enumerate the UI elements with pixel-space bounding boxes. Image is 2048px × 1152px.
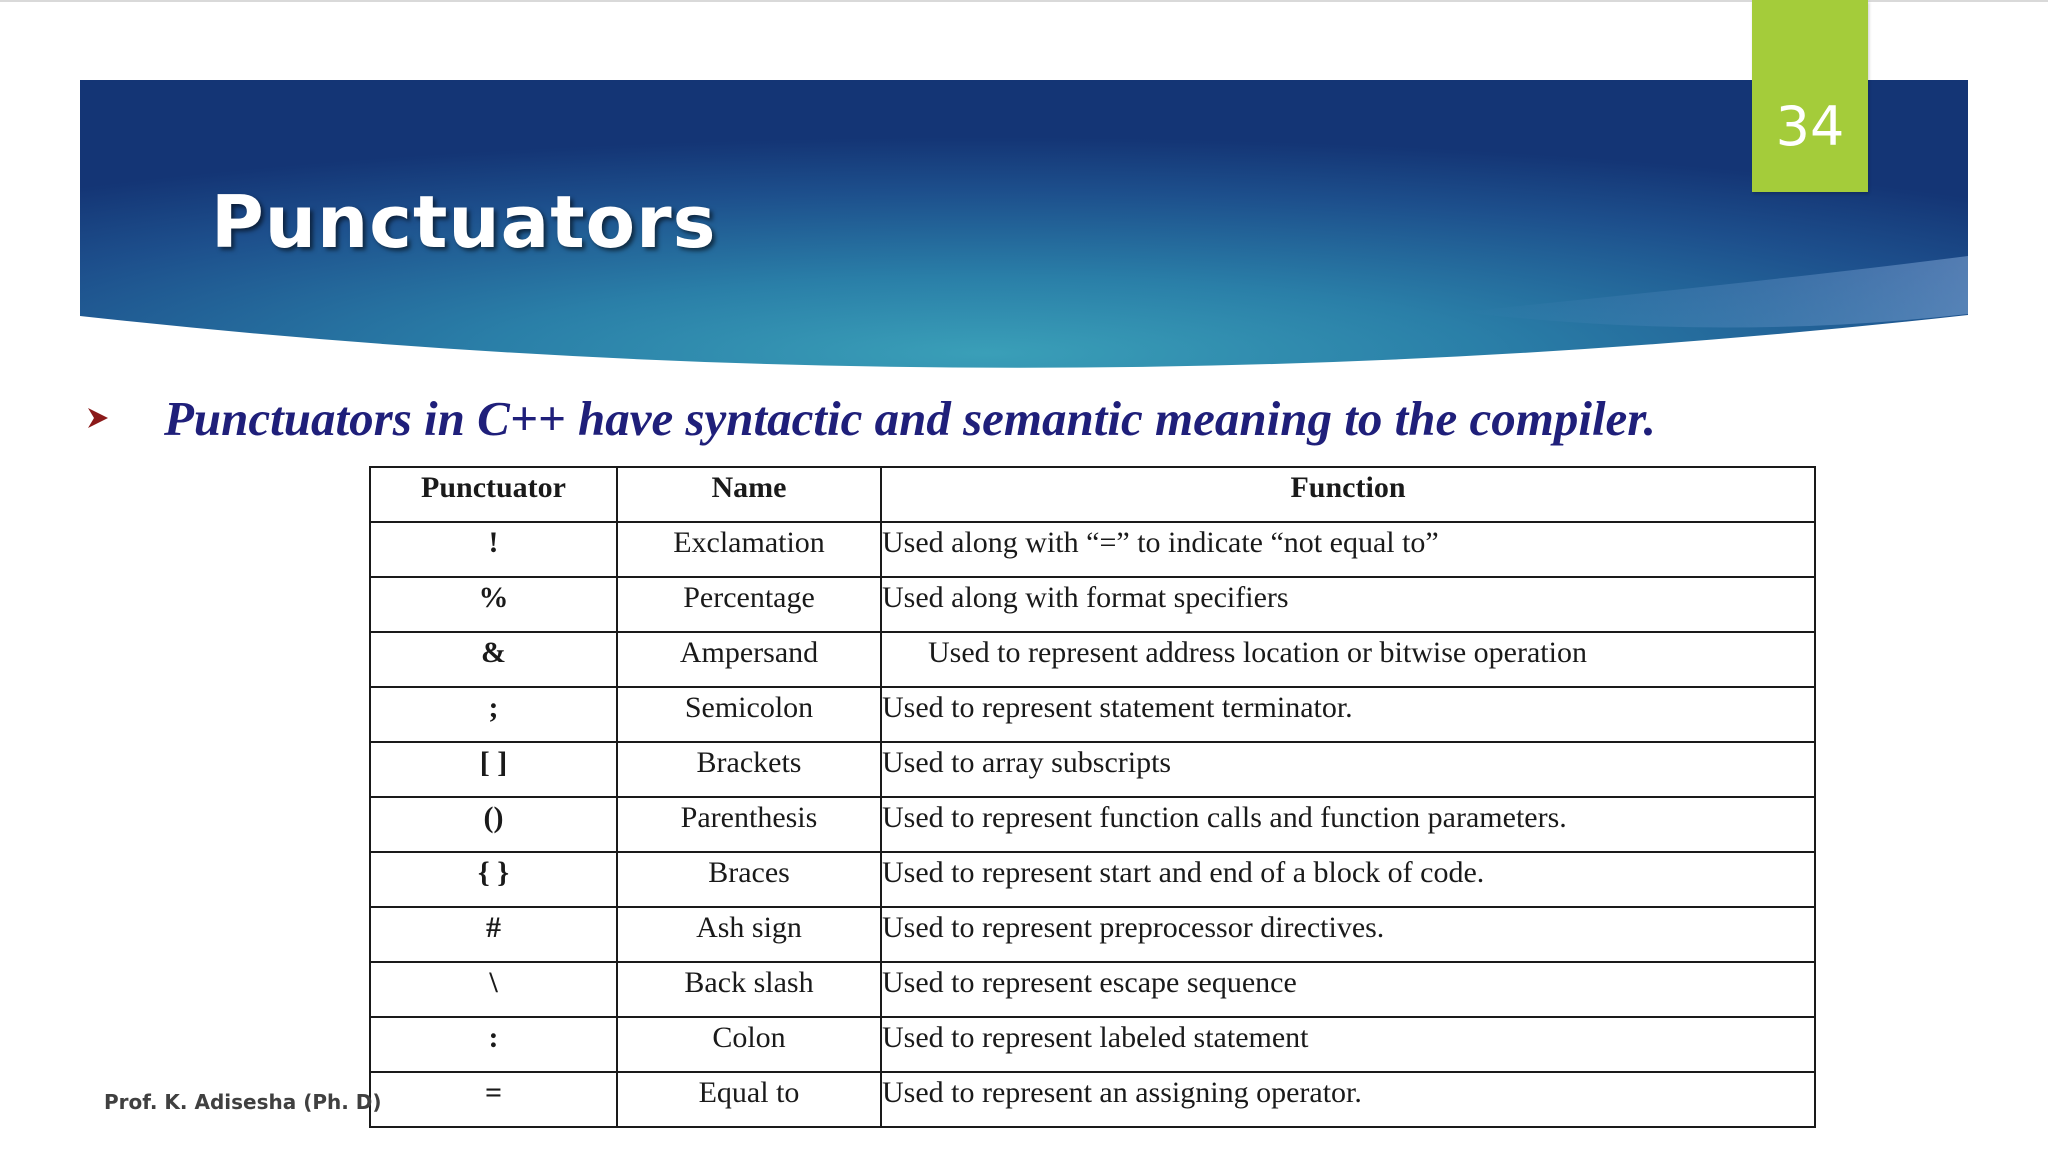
header-function: Function [881, 467, 1815, 522]
table-header-row [370, 467, 1815, 522]
table-row [370, 1072, 1815, 1127]
cell-function: Used to represent address location or bitwise operation [881, 632, 1815, 687]
cell-function: Used along with format specifiers [881, 577, 1815, 632]
cell-name: Brackets [617, 742, 881, 797]
cell-punctuator: = [370, 1072, 617, 1127]
table-row [370, 577, 1815, 632]
cell-punctuator: \ [370, 962, 617, 1017]
cell-name: Equal to [617, 1072, 881, 1127]
cell-function: Used to represent function calls and function parameters. [881, 797, 1815, 852]
cell-name: Percentage [617, 577, 881, 632]
table-row [370, 522, 1815, 577]
top-border-line [0, 0, 2048, 2]
table-row [370, 632, 1815, 687]
cell-punctuator: [ ] [370, 742, 617, 797]
cell-function: Used to represent labeled statement [881, 1017, 1815, 1072]
cell-name: Semicolon [617, 687, 881, 742]
cell-name: Ampersand [617, 632, 881, 687]
slide-title: Punctuators [211, 180, 717, 264]
cell-punctuator: () [370, 797, 617, 852]
cell-punctuator: ; [370, 687, 617, 742]
table-row [370, 687, 1815, 742]
cell-punctuator: & [370, 632, 617, 687]
cell-name: Colon [617, 1017, 881, 1072]
cell-punctuator: : [370, 1017, 617, 1072]
cell-punctuator: % [370, 577, 617, 632]
cell-name: Exclamation [617, 522, 881, 577]
header-punctuator: Punctuator [370, 467, 617, 522]
cell-function: Used to represent statement terminator. [881, 687, 1815, 742]
cell-function: Used to array subscripts [881, 742, 1815, 797]
table-row [370, 797, 1815, 852]
page-number-tab [1752, 0, 1868, 192]
bullet-point [86, 384, 1966, 454]
cell-function: Used to represent start and end of a block of code. [881, 852, 1815, 907]
header-name: Name [617, 467, 881, 522]
bullet-text: Punctuators in C++ have syntactic and semantic meaning to the compiler. [164, 391, 1656, 446]
page-number: 34 [1775, 95, 1845, 158]
cell-name: Ash sign [617, 907, 881, 962]
cell-function: Used to represent preprocessor directives. [881, 907, 1815, 962]
punctuator-table-container [369, 466, 1816, 1128]
table-row [370, 742, 1815, 797]
cell-function: Used to represent escape sequence [881, 962, 1815, 1017]
cell-name: Braces [617, 852, 881, 907]
author-footer: Prof. K. Adisesha (Ph. D) [104, 1090, 382, 1114]
cell-name: Parenthesis [617, 797, 881, 852]
table-row [370, 962, 1815, 1017]
table-row [370, 907, 1815, 962]
table-row [370, 1017, 1815, 1072]
cell-function: Used to represent an assigning operator. [881, 1072, 1815, 1127]
arrow-bullet-icon [86, 406, 110, 430]
punctuator-table [369, 466, 1816, 1128]
cell-function: Used along with “=” to indicate “not equal to” [881, 522, 1815, 577]
cell-punctuator: { } [370, 852, 617, 907]
cell-punctuator: ! [370, 522, 617, 577]
cell-punctuator: # [370, 907, 617, 962]
table-row [370, 852, 1815, 907]
cell-name: Back slash [617, 962, 881, 1017]
